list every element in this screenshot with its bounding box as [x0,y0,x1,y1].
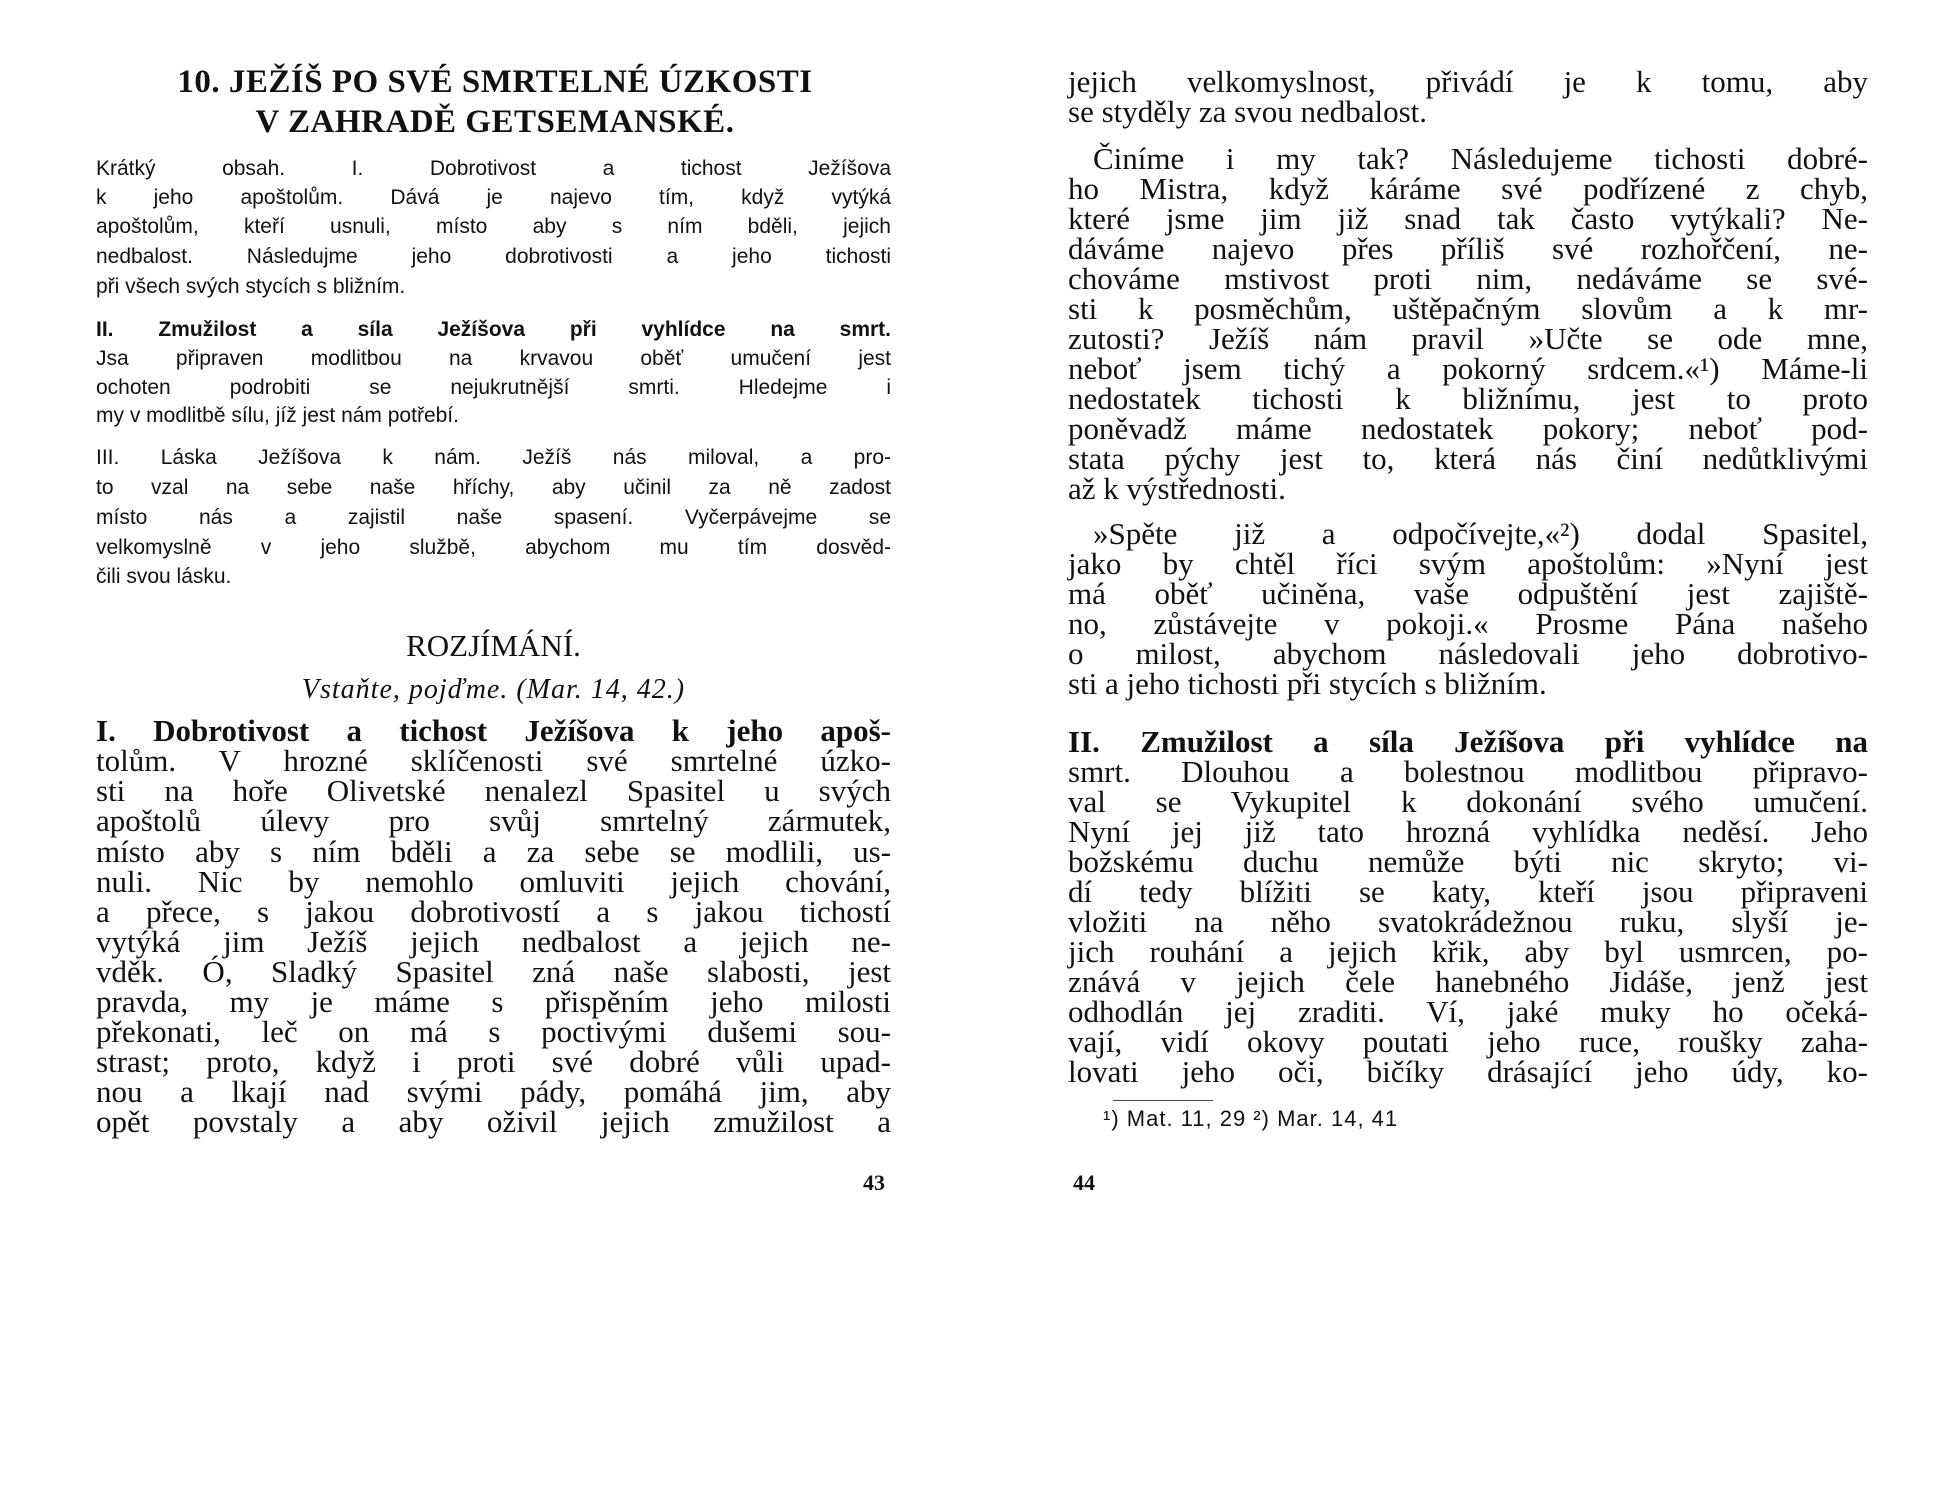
body-line: jako by chtěl říci svým apoštolům: »Nyní jest [1068,546,1868,581]
body-line: nou a lkají nad svými pády, pomáhá jim, aby [96,1074,891,1109]
body-line: vděk. Ó, Sladký Spasitel zná naše slabosti, jest [96,954,891,989]
body-line: nedostatek tichosti k bližnímu, jest to proto [1068,381,1868,416]
summary-line: III. Láska Ježíšova k nám. Ježíš nás miloval, a pro- [96,446,891,469]
chapter-title-line-2: V ZAHRADĚ GETSEMANSKÉ. [255,104,735,140]
body-line: božskému duchu nemůže býti nic skryto; vi- [1068,844,1868,879]
summary-line: Krátký obsah. I. Dobrotivost a tichost Ježíšova [96,157,891,180]
body-line: až k výstřednosti. [1068,471,1286,506]
body-line: jejich velkomyslnost, přivádí je k tomu, aby [1068,64,1868,99]
body-line: val se Vykupitel k dokonání svého umučení. [1068,784,1868,819]
body-line: se styděly za svou nedbalost. [1068,94,1428,129]
body-line: lovati jeho oči, bičíky drásající jeho údy, ko- [1068,1054,1868,1089]
body-line: překonati, leč on má s poctivými dušemi sou- [96,1014,891,1049]
body-line: Nyní jej již tato hrozná vyhlídka neděsí. Jeho [1068,814,1868,849]
body-line: znává v jejich čele hanebného Jidáše, jenž jest [1068,964,1868,999]
body-line: smrt. Dlouhou a bolestnou modlitbou připravo- [1068,754,1868,789]
body-line: ho Mistra, když káráme své podřízené z chyb, [1068,171,1868,206]
body-line: poněvadž máme nedostatek pokory; neboť pod- [1068,411,1868,446]
body-line: neboť jsem tichý a pokorný srdcem.«¹) Máme-li [1068,351,1868,386]
body-line: I. Dobrotivost a tichost Ježíšova k jeho apoš- [96,713,891,748]
summary-line: k jeho apoštolům. Dává je najevo tím, když vytýká [96,186,891,209]
body-line: vložiti na něho svatokrádežnou ruku, slyší je- [1068,904,1868,939]
body-line: o milost, abychom následovali jeho dobrotivo- [1068,636,1868,671]
meditation-heading: ROZJÍMÁNÍ. [406,628,581,663]
page-number-43: 43 [863,1170,885,1195]
body-line: Činíme i my tak? Následujeme tichosti dobré- [1093,141,1868,176]
body-line: dí tedy blížiti se katy, kteří jsou připraveni [1068,874,1868,909]
summary-line: velkomyslně v jeho službě, abychom mu tím dosvěd- [96,536,891,559]
body-line: nuli. Nic by nemohlo omluviti jejich chování, [96,864,891,899]
body-line: strast; proto, když i proti své dobré vůli upad- [96,1044,891,1079]
summary-line: my v modlitbě sílu, jíž jest nám potřebí. [96,404,459,427]
body-line: zutosti? Ježíš nám pravil »Učte se ode mne, [1068,321,1868,356]
footnote-rule [1113,1100,1213,1101]
summary-line: nedbalost. Následujme jeho dobrotivosti a jeho tichosti [96,245,891,268]
summary-line: Jsa připraven modlitbou na krvavou oběť umučení jest [96,347,891,370]
chapter-title-line-1: 10. JEŽÍŠ PO SVÉ SMRTELNÉ ÚZKOSTI [177,64,813,100]
summary-line: při všech svých stycích s bližním. [96,275,406,298]
body-line: a přece, s jakou dobrotivostí a s jakou tichostí [96,894,891,929]
body-line: které jsme jim již snad tak často vytýkali? Ne- [1068,201,1868,236]
body-line: chováme mstivost proti nim, nedáváme se své- [1068,261,1868,296]
body-line: místo aby s ním bděli a za sebe se modlili, us- [96,834,891,869]
right-page [973,0,1946,1500]
summary-line: to vzal na sebe naše hříchy, aby učinil za ně zadost [96,476,891,499]
body-line: II. Zmužilost a síla Ježíšova při vyhlídce na [1068,724,1868,759]
summary-line: místo nás a zajistil naše spasení. Vyčerpávejme se [96,506,891,529]
summary-line: II. Zmužilost a síla Ježíšova při vyhlídce na smrt. [96,318,891,341]
summary-line: apoštolům, kteří usnuli, místo aby s ním bděli, jejich [96,215,891,238]
summary-line: ochoten podrobiti se nejukrutnější smrti. Hledejme i [96,376,891,399]
body-line: no, zůstávejte v pokoji.« Prosme Pána našeho [1068,606,1868,641]
epigraph: Vstaňte, pojďme. (Mar. 14, 42.) [301,674,686,705]
body-line: stata pýchy jest to, která nás činí nedůtklivými [1068,441,1868,476]
body-line: dáváme najevo přes příliš své rozhořčení, ne- [1068,231,1868,266]
page-number-44: 44 [1073,1170,1095,1195]
body-line: jich rouhání a jejich křik, aby byl usmrcen, po- [1068,934,1868,969]
body-line: má oběť učiněna, vaše odpuštění jest zajiště- [1068,576,1868,611]
body-line: tolům. V hrozné sklíčenosti své smrtelné úzko- [96,743,891,778]
body-line: sti a jeho tichosti při stycích s bližním. [1068,666,1547,701]
body-line: odhodlán jej zraditi. Ví, jaké muky ho očeká- [1068,994,1868,1029]
body-line: pravda, my je máme s přispěním jeho milosti [96,984,891,1019]
body-line: »Spěte již a odpočívejte,«²) dodal Spasitel, [1093,516,1868,551]
body-line: apoštolů úlevy pro svůj smrtelný zármutek, [96,803,891,838]
body-line: vytýká jim Ježíš jejich nedbalost a jejich ne- [96,924,891,959]
footnotes: ¹) Mat. 11, 29 ²) Mar. 14, 41 [1103,1106,1399,1131]
body-line: sti k posměchům, uštěpačným slovům a k mr- [1068,291,1868,326]
body-line: vají, vidí okovy poutati jeho ruce, roušky zaha- [1068,1024,1868,1059]
body-line: opět povstaly a aby oživil jejich zmužilost a [96,1104,891,1139]
summary-line: čili svou lásku. [96,565,232,588]
body-line: sti na hoře Olivetské nenalezl Spasitel u svých [96,773,891,808]
